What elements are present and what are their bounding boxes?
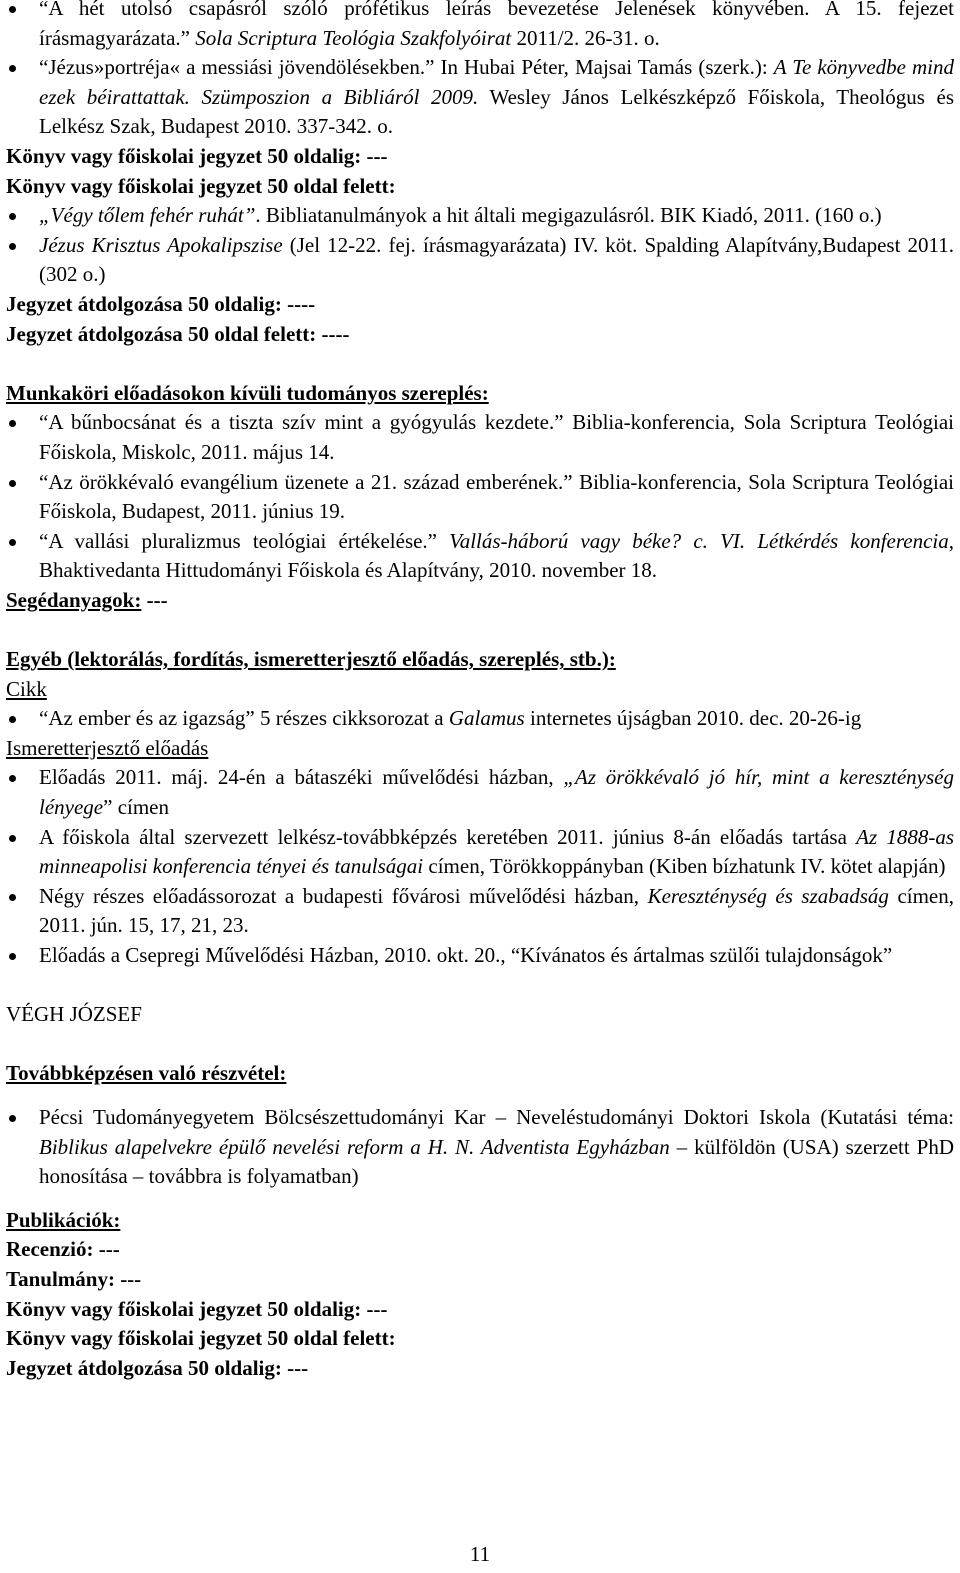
article-label: Cikk [6,676,47,701]
list-item: “Az örökkévaló evangélium üzenete a 21. század emberének.” Biblia-konferencia, Sola Scriptura Teológiai Főiskola, Budapest, 2011. június 19. [6,468,954,527]
study-line: Tanulmány: --- [6,1266,142,1291]
publication-list-articles [6,0,954,142]
list-item: Pécsi Tudományegyetem Bölcsészettudományi Kar – Neveléstudományi Doktori Iskola (Kutatási téma: Biblikus alapelvekre épülő nevelési reform a H. N. Adventista Egyházban – külföldön (USA) szerzett PhD honosítása – továbbra is folyamatban) [6,1103,954,1192]
list-item: “Az ember és az igazság” 5 részes cikksorozat a Galamus internetes újságban 2010. dec. 20-26-ig [6,704,954,734]
review-line: Recenzió: --- [6,1237,120,1262]
other-heading: Egyéb (lektorálás, fordítás, ismeretterjesztő előadás, szereplés, stb.): [6,647,616,672]
list-item: “A bűnbocsánat és a tiszta szív mint a gyógyulás kezdete.” Biblia-konferencia, Sola Scriptura Teológiai Főiskola, Miskolc, 2011. május 14. [6,408,954,467]
document-page [6,0,954,1383]
page-number: 11 [469,1542,491,1566]
publications-heading: Publikációk: [6,1207,121,1232]
lecture-list [6,763,954,970]
lecture-label: Ismeretterjesztő előadás [6,735,209,760]
list-item: Előadás 2011. máj. 24-én a bátaszéki művelődési házban, „Az örökkévaló jó hír, mint a kereszténység lényege” címen [6,763,954,822]
book-upto-heading: Könyv vagy főiskolai jegyzet 50 oldalig: --- [6,143,388,168]
notes-upto-heading: Jegyzet átdolgozása 50 oldalig: ---- [6,291,316,316]
list-item: Jézus Krisztus Apokalipszise (Jel 12-22. fej. írásmagyarázata) IV. köt. Spalding Alapítvány,Budapest 2011. (302 o.) [6,231,954,290]
person-name: VÉGH JÓZSEF [6,1002,142,1027]
list-item: Négy részes előadássorozat a budapesti fővárosi művelődési házban, Kereszténység és szabadság címen, 2011. jún. 15, 17, 21, 23. [6,882,954,941]
training-heading: Továbbképzésen való részvétel: [6,1061,287,1086]
aids-heading: Segédanyagok: [6,587,142,612]
aids-line: Segédanyagok: --- [6,587,168,612]
book-over-heading: Könyv vagy főiskolai jegyzet 50 oldal felett: [6,173,396,198]
book-over-line: Könyv vagy főiskolai jegyzet 50 oldal felett: [6,1326,396,1351]
article-list [6,704,954,734]
roles-list [6,408,954,586]
notes-upto-line: Jegyzet átdolgozása 50 oldalig: --- [6,1355,309,1380]
list-item: „Végy tőlem fehér ruhát”. Bibliatanulmányok a hit általi megigazulásról. BIK Kiadó, 2011. (160 o.) [6,201,954,231]
list-item: A főiskola által szervezett lelkész-továbbképzés keretében 2011. június 8-án előadás tartása Az 1888-as minneapolisi konferencia tényei és tanulságai címen, Törökkoppányban (Kiben bízhatunk IV. kötet alapján) [6,823,954,882]
list-item: “A hét utolsó csapásról szóló prófétikus leírás bevezetése Jelenések könyvében. A 15. fejezet írásmagyarázata.” Sola Scriptura Teológia Szakfolyóirat 2011/2. 26-31. o. [6,0,954,53]
training-list [6,1103,954,1192]
book-upto-line: Könyv vagy főiskolai jegyzet 50 oldalig: --- [6,1296,388,1321]
list-item: “Jézus»portréja« a messiási jövendölésekben.” In Hubai Péter, Majsai Tamás (szerk.): A Te könyvedbe mind ezek béirattattak. Szümposzion a Bibliáról 2009. Wesley János Lelkészképző Főiskola, Theológus és Lelkész Szak, Budapest 2010. 337-342. o. [6,53,954,142]
notes-over-heading: Jegyzet átdolgozása 50 oldal felett: ---- [6,321,350,346]
list-item: Előadás a Csepregi Művelődési Házban, 2010. okt. 20., “Kívánatos és ártalmas szülői tulajdonságok” [6,941,954,971]
roles-heading: Munkaköri előadásokon kívüli tudományos szereplés: [6,380,489,405]
list-item: “A vallási pluralizmus teológiai értékelése.” Vallás-háború vagy béke? c. VI. Létkérdés konferencia, Bhaktivedanta Hittudományi Főiskola és Alapítvány, 2010. november 18. [6,527,954,586]
book-list [6,201,954,290]
